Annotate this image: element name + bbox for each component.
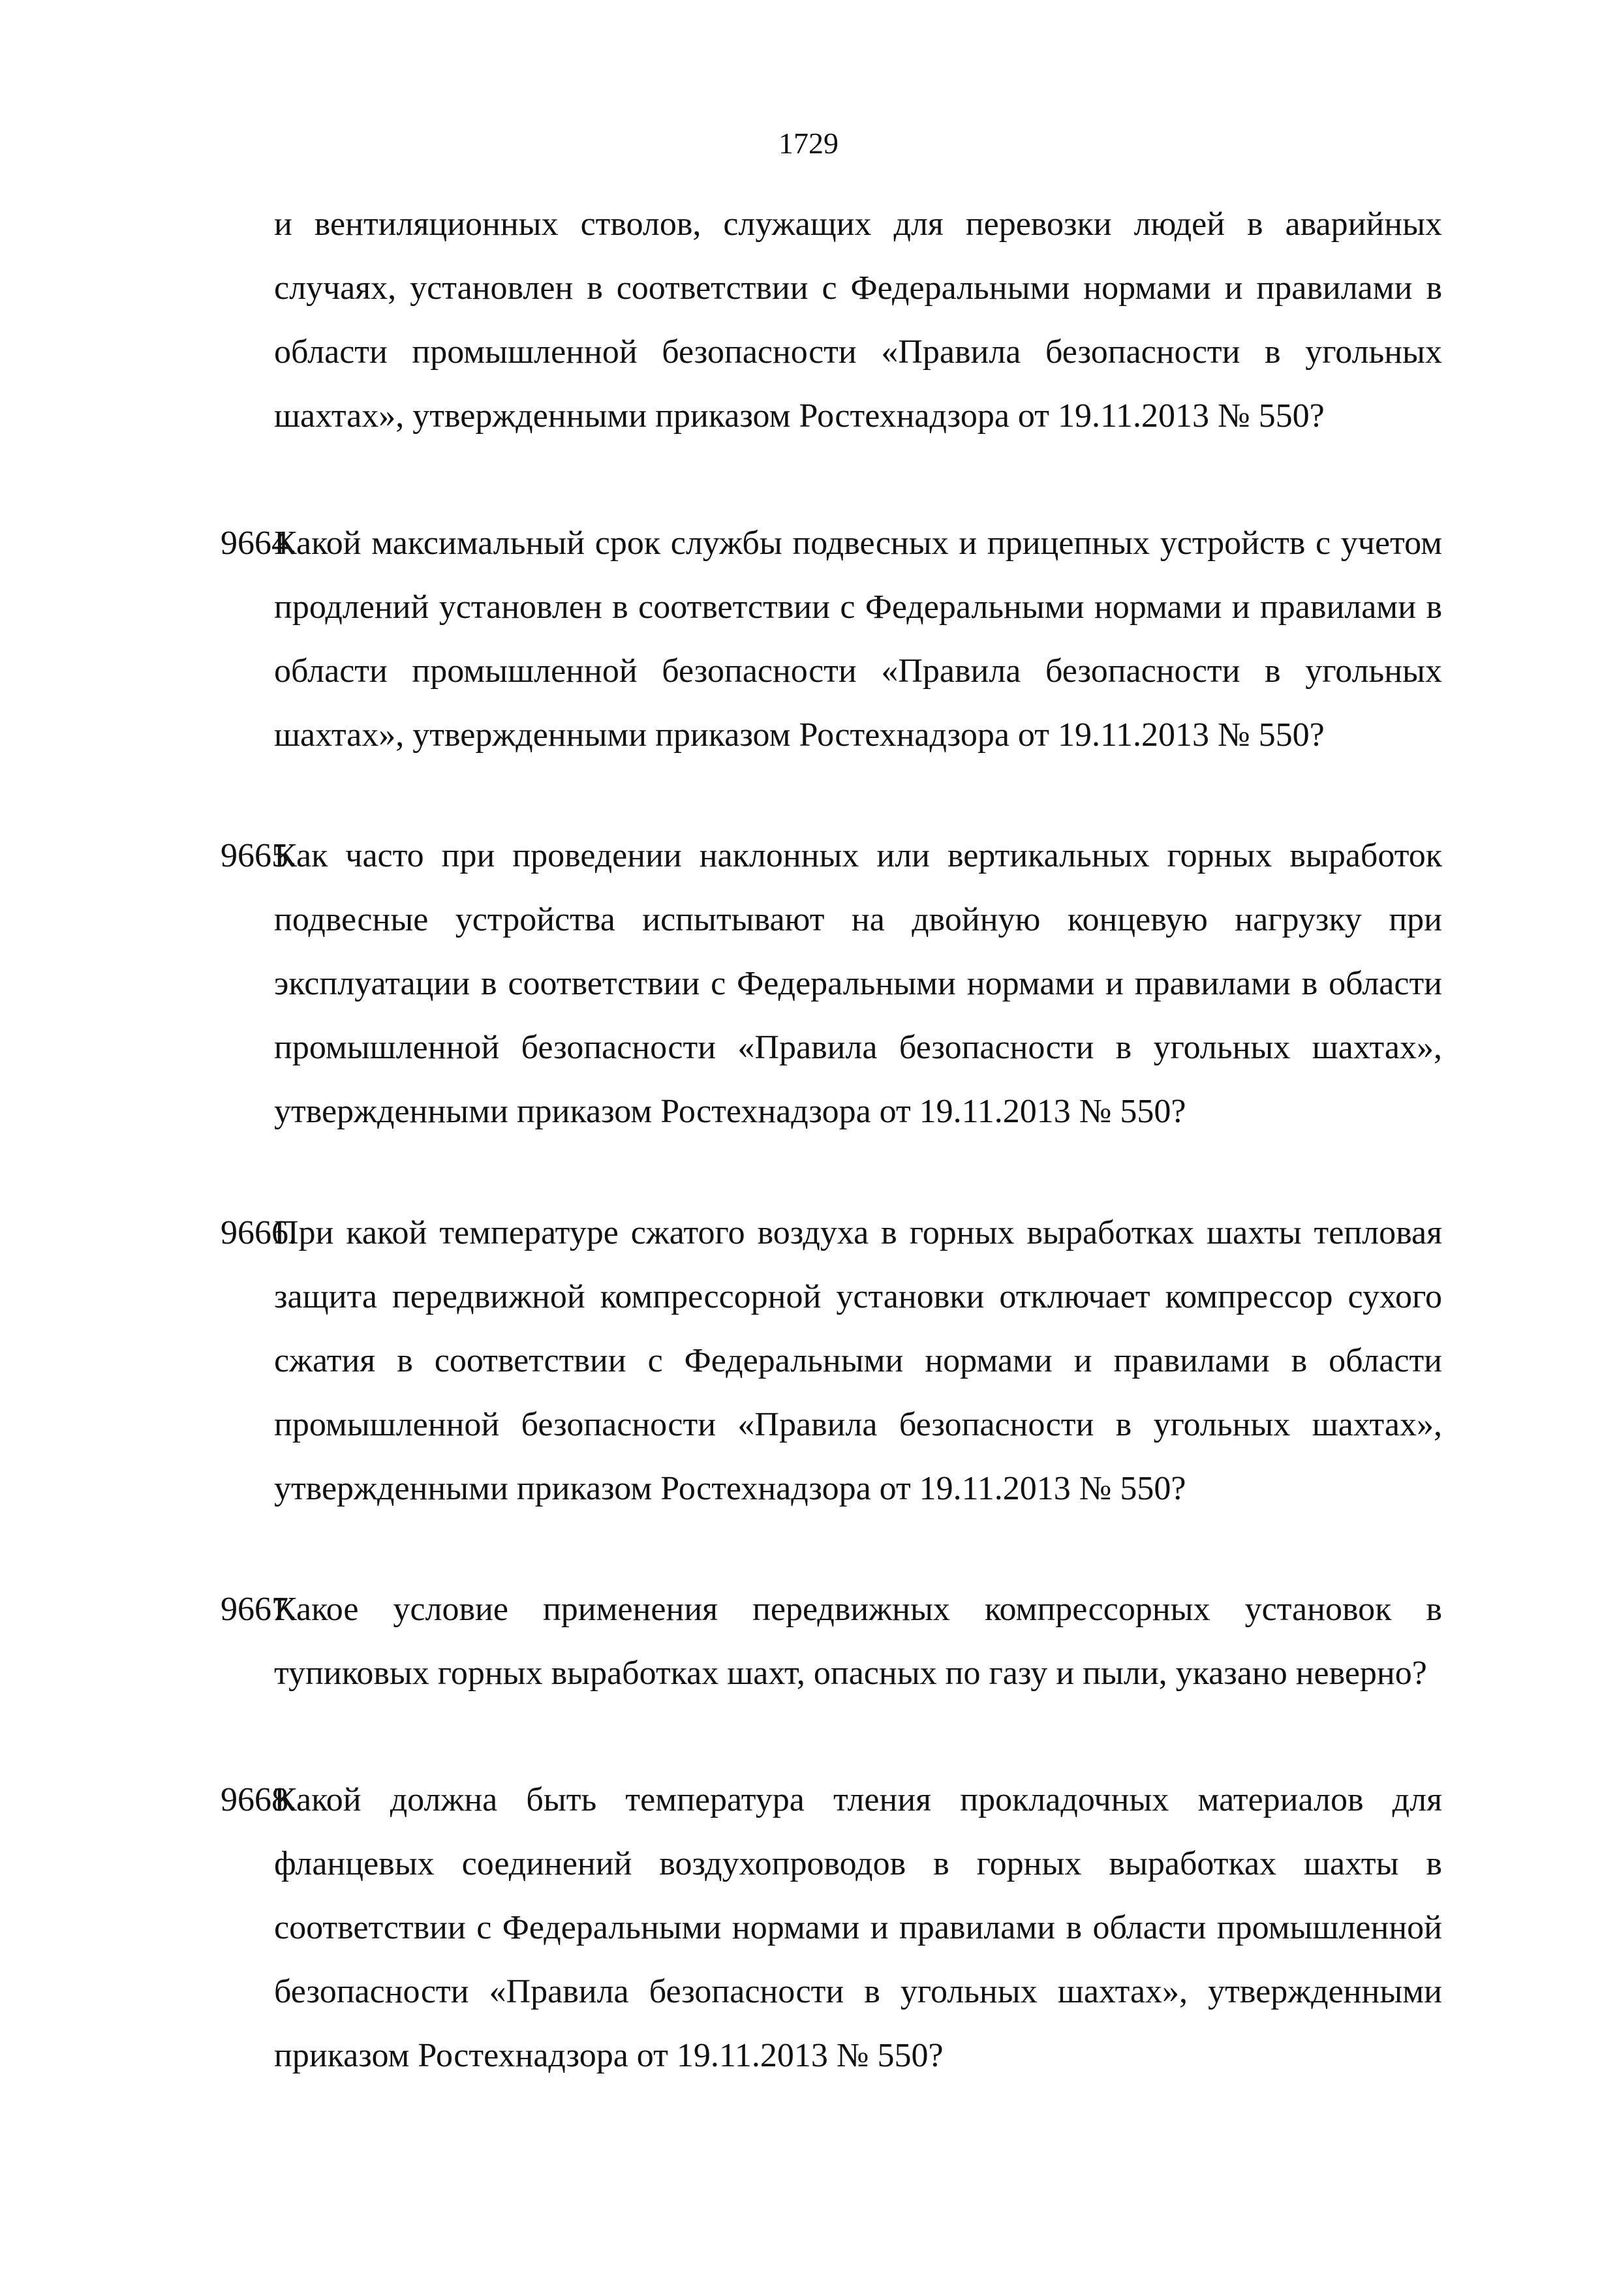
question-item bbox=[221, 1201, 1442, 1521]
question-text: Как часто при проведении наклонных или вертикальных горных выработок подвесные устройства испытывают на двойную концевую нагрузку при эксплуатации в соответствии с Федеральными нормами и правилами в области промышленной безопасности «Правила безопасности в угольных шахтах», утвержденными приказом Ростехнадзора от 19.11.2013 № 550? bbox=[274, 837, 1442, 1130]
question-text: Какой должна быть температура тления прокладочных материалов для фланцевых соединений воздухопроводов в горных выработках шахты в соответствии с Федеральными нормами и правилами в области промышленной безопасности «Правила безопасности в угольных шахтах», утвержденными приказом Ростехнадзора от 19.11.2013 № 550? bbox=[274, 1781, 1442, 2074]
intro-paragraph: и вентиляционных стволов, служащих для перевозки людей в аварийных случаях, установлен в соответствии с Федеральными нормами и правилами в области промышленной безопасности «Правила безопасности в угольных шахтах», утвержденными приказом Ростехнадзора от 19.11.2013 № 550? bbox=[274, 206, 1442, 435]
question-text: При какой температуре сжатого воздуха в горных выработках шахты тепловая защита передвижной компрессорной установки отключает компрессор сухого сжатия в соответствии с Федеральными нормами и правилами в области промышленной безопасности «Правила безопасности в угольных шахтах», утвержденными приказом Ростехнадзора от 19.11.2013 № 550? bbox=[274, 1214, 1442, 1507]
question-text: Какой максимальный срок службы подвесных и прицепных устройств с учетом продлений установлен в соответствии с Федеральными нормами и правилами в области промышленной безопасности «Правила безопасности в угольных шахтах», утвержденными приказом Ростехнадзора от 19.11.2013 № 550? bbox=[274, 525, 1442, 754]
question-text: Какое условие применения передвижных компрессорных установок в тупиковых горных выработках шахт, опасных по газу и пыли, указано неверно? bbox=[274, 1591, 1442, 1692]
question-number: 9665. bbox=[221, 837, 297, 874]
question-item bbox=[221, 1578, 1442, 1706]
question-item bbox=[221, 824, 1442, 1144]
question-number: 9664. bbox=[221, 525, 297, 562]
question-number: 9667. bbox=[221, 1591, 297, 1628]
question-number: 9666. bbox=[221, 1214, 297, 1251]
question-item bbox=[221, 1768, 1442, 2088]
page-number: 1729 bbox=[778, 127, 839, 160]
question-number: 9668. bbox=[221, 1781, 297, 1818]
question-item bbox=[221, 512, 1442, 767]
